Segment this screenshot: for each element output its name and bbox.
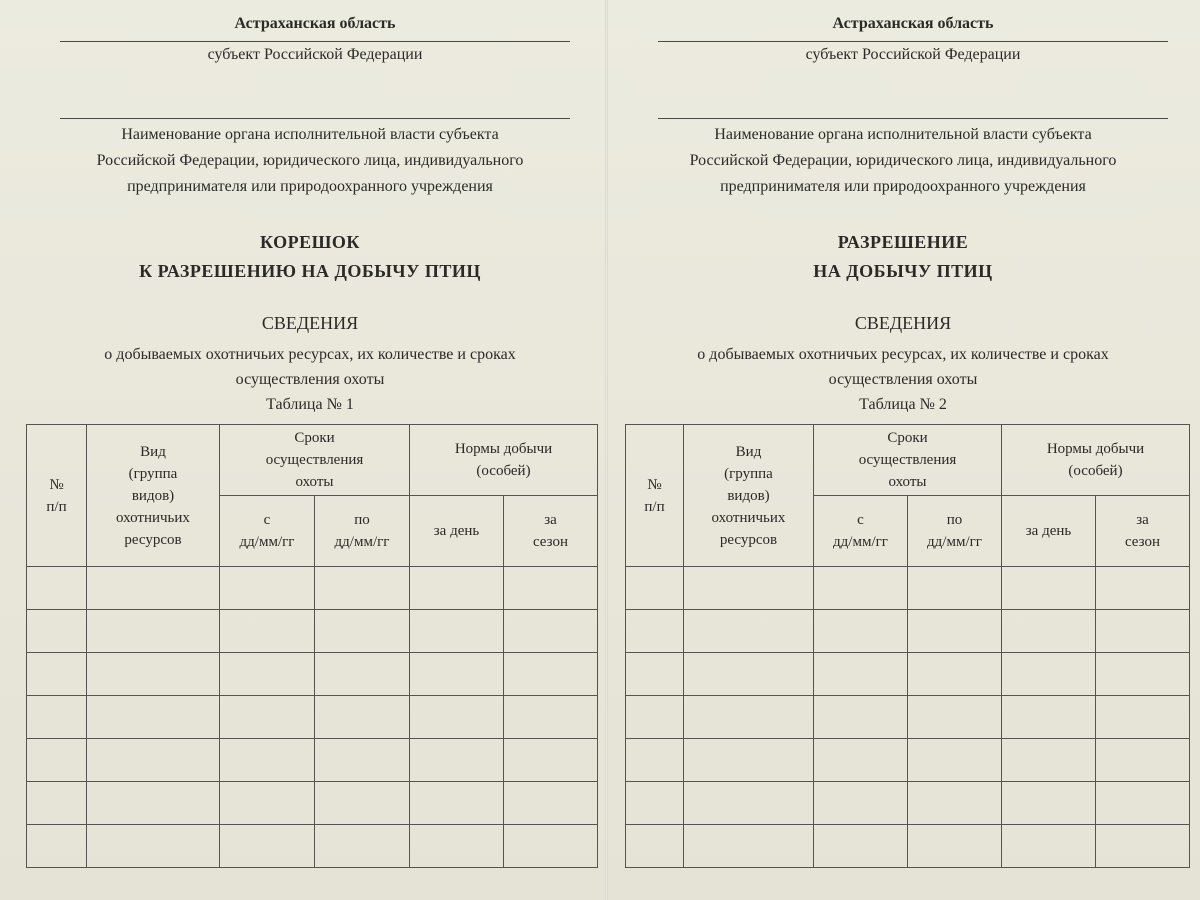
table-cell [684, 610, 814, 653]
region-underline [60, 41, 570, 42]
col-number-header: № п/п [626, 425, 684, 567]
col-terms-header: Сроки осуществления охоты [220, 425, 410, 496]
table-cell [684, 739, 814, 782]
title-line: РАЗРЕШЕНИЕ [837, 232, 969, 252]
table-cell [684, 696, 814, 739]
table-cell [220, 610, 315, 653]
col-per-season-header: за сезон [504, 496, 598, 567]
col-per-season-header: за сезон [1096, 496, 1190, 567]
table-cell [87, 825, 220, 868]
table-cell [87, 610, 220, 653]
table-cell [1002, 653, 1096, 696]
table-row [27, 825, 598, 868]
table-cell [626, 567, 684, 610]
table-cell [27, 782, 87, 825]
table-cell [814, 567, 908, 610]
table-cell [410, 782, 504, 825]
table-cell [87, 567, 220, 610]
table-cell [87, 782, 220, 825]
col-norms-header: Нормы добычи (особей) [1002, 425, 1190, 496]
region-name: Астраханская область [832, 15, 994, 32]
table-cell [1002, 610, 1096, 653]
col-kind-header: Вид (группа видов) охотничьих ресурсов [87, 425, 220, 567]
table-row [626, 653, 1190, 696]
col-per-day-header: за день [410, 496, 504, 567]
table-cell [315, 782, 410, 825]
table-row [27, 567, 598, 610]
table-cell [684, 567, 814, 610]
authority-underline [658, 118, 1168, 119]
table-cell [1096, 825, 1190, 868]
table-cell [504, 653, 598, 696]
table-row [626, 782, 1190, 825]
table-cell [220, 782, 315, 825]
table-cell [908, 696, 1002, 739]
info-subheading [613, 342, 1193, 392]
table-cell [410, 739, 504, 782]
table-row [27, 610, 598, 653]
table-cell [220, 567, 315, 610]
table-cell [27, 567, 87, 610]
table-label: Таблица № 1 [266, 396, 354, 413]
table-cell [626, 739, 684, 782]
table-cell [410, 653, 504, 696]
title-line: КОРЕШОК [260, 232, 360, 252]
info-line: осуществления охоты [828, 371, 978, 388]
table-row [27, 782, 598, 825]
table-cell [410, 696, 504, 739]
title-line: К РАЗРЕШЕНИЮ НА ДОБЫЧУ ПТИЦ [139, 261, 481, 281]
col-to-header: по дд/мм/гг [908, 496, 1002, 567]
info-line: о добываемых охотничьих ресурсах, их количестве и сроках [697, 346, 1109, 363]
harvest-table [26, 424, 598, 868]
harvest-table [625, 424, 1190, 868]
table-label: Таблица № 2 [859, 396, 947, 413]
table-cell [814, 739, 908, 782]
table-cell [87, 739, 220, 782]
table-cell [315, 567, 410, 610]
table-cell [1002, 782, 1096, 825]
table-cell [626, 653, 684, 696]
col-to-header: по дд/мм/гг [315, 496, 410, 567]
region-name: Астраханская область [234, 15, 396, 32]
table-cell [908, 782, 1002, 825]
table-cell [908, 653, 1002, 696]
authority-line: предпринимателя или природоохранного учреждения [720, 178, 1086, 195]
region-underline [658, 41, 1168, 42]
subject-caption: субъект Российской Федерации [805, 46, 1021, 63]
table-cell [1002, 739, 1096, 782]
authority-line: Наименование органа исполнительной власти субъекта [714, 126, 1092, 143]
table-cell [410, 610, 504, 653]
table-cell [1002, 825, 1096, 868]
authority-line: Российской Федерации, юридического лица, индивидуального [96, 152, 524, 169]
table-cell [504, 825, 598, 868]
table-cell [504, 610, 598, 653]
table-cell [1096, 696, 1190, 739]
authority-caption [20, 122, 600, 200]
info-heading: СВЕДЕНИЯ [261, 313, 359, 333]
document-title [20, 228, 600, 286]
table-row [27, 739, 598, 782]
table-cell [315, 739, 410, 782]
table-cell [1002, 567, 1096, 610]
table-cell [315, 825, 410, 868]
table-cell [27, 653, 87, 696]
table-cell [27, 739, 87, 782]
authority-line: Наименование органа исполнительной власти субъекта [121, 126, 499, 143]
permit-page [608, 0, 1200, 900]
authority-caption [613, 122, 1193, 200]
col-norms-header: Нормы добычи (особей) [410, 425, 598, 496]
info-line: осуществления охоты [235, 371, 385, 388]
authority-line: Российской Федерации, юридического лица, индивидуального [689, 152, 1117, 169]
table-cell [410, 825, 504, 868]
col-kind-header: Вид (группа видов) охотничьих ресурсов [684, 425, 814, 567]
table-cell [220, 739, 315, 782]
table-cell [626, 696, 684, 739]
subject-caption: субъект Российской Федерации [207, 46, 423, 63]
table-row [626, 739, 1190, 782]
table-cell [220, 825, 315, 868]
document-title [613, 228, 1193, 286]
info-line: о добываемых охотничьих ресурсах, их количестве и сроках [104, 346, 516, 363]
table-cell [315, 653, 410, 696]
table-cell [626, 825, 684, 868]
col-terms-header: Сроки осуществления охоты [814, 425, 1002, 496]
table-cell [1096, 567, 1190, 610]
table-cell [87, 653, 220, 696]
table-cell [814, 653, 908, 696]
info-subheading [20, 342, 600, 392]
table-row [27, 696, 598, 739]
table-cell [814, 696, 908, 739]
title-line: НА ДОБЫЧУ ПТИЦ [813, 261, 993, 281]
table-cell [684, 825, 814, 868]
table-cell [504, 567, 598, 610]
table-cell [684, 782, 814, 825]
table-cell [504, 696, 598, 739]
table-cell [1096, 739, 1190, 782]
info-heading: СВЕДЕНИЯ [854, 313, 952, 333]
table-row [27, 653, 598, 696]
col-number-header: № п/п [27, 425, 87, 567]
table-cell [27, 696, 87, 739]
authority-line: предпринимателя или природоохранного учреждения [127, 178, 493, 195]
table-cell [410, 567, 504, 610]
table-row [626, 567, 1190, 610]
table-cell [1096, 782, 1190, 825]
table-cell [220, 696, 315, 739]
table-cell [315, 696, 410, 739]
table-cell [504, 782, 598, 825]
table-cell [87, 696, 220, 739]
table-cell [220, 653, 315, 696]
table-cell [814, 610, 908, 653]
col-from-header: с дд/мм/гг [814, 496, 908, 567]
table-row [626, 825, 1190, 868]
table-cell [908, 739, 1002, 782]
authority-underline [60, 118, 570, 119]
table-cell [504, 739, 598, 782]
table-cell [626, 610, 684, 653]
table-cell [626, 782, 684, 825]
table-cell [1002, 696, 1096, 739]
table-row [626, 610, 1190, 653]
table-cell [908, 567, 1002, 610]
table-cell [1096, 610, 1190, 653]
table-cell [908, 610, 1002, 653]
table-cell [27, 610, 87, 653]
table-cell [908, 825, 1002, 868]
table-cell [814, 782, 908, 825]
table-cell [814, 825, 908, 868]
col-per-day-header: за день [1002, 496, 1096, 567]
table-cell [684, 653, 814, 696]
table-cell [1096, 653, 1190, 696]
table-row [626, 696, 1190, 739]
table-cell [315, 610, 410, 653]
col-from-header: с дд/мм/гг [220, 496, 315, 567]
table-cell [27, 825, 87, 868]
